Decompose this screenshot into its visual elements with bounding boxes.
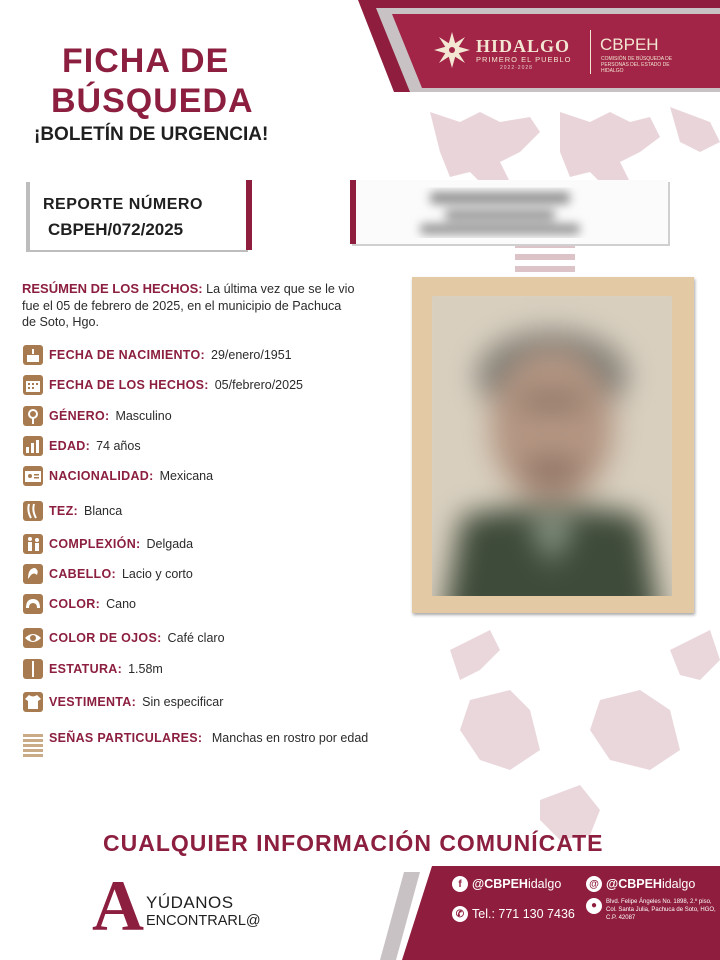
detail-label: NACIONALIDAD: — [49, 469, 154, 483]
detail-label: COMPLEXIÓN: — [49, 537, 141, 551]
detail-value: Cano — [106, 597, 136, 611]
report-label: REPORTE NÚMERO — [43, 196, 203, 213]
detail-row-eye-color — [21, 625, 225, 651]
calendar-icon — [21, 372, 45, 398]
location-pin-icon: ● — [586, 898, 602, 914]
facebook-link[interactable] — [452, 876, 561, 892]
detail-value: Masculino — [115, 409, 172, 423]
detail-value: 29/enero/1951 — [211, 348, 292, 362]
phone-link[interactable] — [452, 906, 575, 922]
address-text: Blvd. Felipe Ángeles No. 1898, 2.º piso, Col. Santa Julia, Pachuca de Soto, HGO, C.P. 42087 — [606, 899, 716, 921]
hair-color-icon — [21, 591, 45, 617]
report-number: CBPEH/072/2025 — [48, 220, 184, 239]
detail-value: Delgada — [146, 537, 194, 551]
hair-icon — [21, 561, 45, 587]
ayudanos-line2: ENCONTRARL@ — [146, 913, 261, 929]
marks-icon — [21, 730, 45, 760]
body-icon — [21, 531, 45, 557]
page-title-line1: FICHA DE — [62, 42, 230, 80]
detail-label: GÉNERO: — [49, 409, 110, 423]
detail-row-age — [21, 433, 141, 459]
facebook-handle-rest: idalgo — [527, 877, 562, 891]
ruler-icon — [21, 656, 45, 682]
marks-label: SEÑAS PARTICULARES: — [49, 731, 203, 745]
summary — [22, 281, 357, 331]
twitter-handle-bold: @CBPEH — [606, 877, 662, 891]
detail-label: TEZ: — [49, 504, 78, 518]
detail-row-event-date — [21, 372, 303, 398]
shirt-icon — [21, 689, 45, 715]
detail-value: 05/febrero/2025 — [214, 378, 303, 392]
redacted-name — [410, 186, 590, 238]
page-subtitle: ¡BOLETÍN DE URGENCIA! — [34, 124, 269, 145]
facebook-icon: f — [452, 876, 468, 892]
detail-row-skin — [21, 498, 122, 524]
detail-label: FECHA DE NACIMIENTO: — [49, 348, 205, 362]
detail-label: COLOR DE OJOS: — [49, 631, 162, 645]
logo-hidalgo-text: HIDALGO — [476, 36, 571, 56]
detail-row-height — [21, 656, 163, 682]
logo-slogan: PRIMERO EL PUEBLO — [476, 55, 572, 64]
logo-divider — [590, 30, 591, 74]
textile-pattern-bottom — [440, 610, 720, 840]
marks-value: Manchas en rostro por edad — [211, 731, 369, 745]
call-to-action: CUALQUIER INFORMACIÓN COMUNÍCATE — [103, 830, 604, 856]
missing-person-photo — [432, 296, 672, 596]
detail-row-birthdate — [21, 342, 292, 368]
detail-row-gender — [21, 403, 172, 429]
detail-value: Lacio y corto — [121, 567, 193, 581]
summary-text: La última vez que se le vio fue el 05 de febrero de 2025, en el municipio de Pachuca de Soto, Hgo. — [22, 282, 355, 329]
detail-value: Mexicana — [159, 469, 214, 483]
detail-label: EDAD: — [49, 439, 91, 453]
age-icon — [21, 433, 45, 459]
detail-value: 74 años — [96, 439, 141, 453]
detail-value: Café claro — [167, 631, 225, 645]
detail-row-nationality — [21, 463, 213, 489]
detail-value: 1.58m — [128, 662, 163, 676]
twitter-icon: @ — [586, 876, 602, 892]
logo-years: 2022·2028 — [500, 65, 533, 71]
facebook-handle-bold: @CBPEH — [472, 877, 528, 891]
detail-label: CABELLO: — [49, 567, 116, 581]
detail-row-hair-color — [21, 591, 136, 617]
detail-row-marks — [21, 730, 401, 760]
detail-value: Sin especificar — [142, 695, 224, 709]
phone-number: Tel.: 771 130 7436 — [472, 907, 575, 921]
page-title-line2: BÚSQUEDA — [51, 82, 254, 120]
ayudanos-logo-letter: A — [92, 866, 144, 946]
summary-label: RESÚMEN DE LOS HECHOS: — [22, 281, 203, 296]
detail-label: VESTIMENTA: — [49, 695, 137, 709]
gender-icon — [21, 403, 45, 429]
twitter-handle-rest: idalgo — [661, 877, 696, 891]
detail-row-clothing — [21, 689, 223, 715]
cake-icon — [21, 342, 45, 368]
blurred-portrait — [432, 296, 672, 596]
phone-icon: ✆ — [452, 906, 468, 922]
logo-cbpeh-description: COMISIÓN DE BÚSQUEDA DE PERSONAS DEL ESTADO DE HIDALGO — [601, 56, 673, 74]
detail-row-build — [21, 531, 193, 557]
detail-label: ESTATURA: — [49, 662, 123, 676]
detail-label: FECHA DE LOS HECHOS: — [49, 378, 209, 392]
hidalgo-flower-icon — [432, 30, 472, 70]
detail-row-hair — [21, 561, 193, 587]
ayudanos-line1: YÚDANOS — [146, 893, 234, 912]
address — [586, 898, 716, 922]
twitter-link[interactable] — [586, 876, 695, 892]
eye-icon — [21, 625, 45, 651]
detail-label: COLOR: — [49, 597, 101, 611]
marks-text — [49, 730, 399, 760]
skin-icon — [21, 498, 45, 524]
logo-cbpeh: CBPEH — [600, 35, 659, 54]
detail-value: Blanca — [83, 504, 123, 518]
id-card-icon — [21, 463, 45, 489]
